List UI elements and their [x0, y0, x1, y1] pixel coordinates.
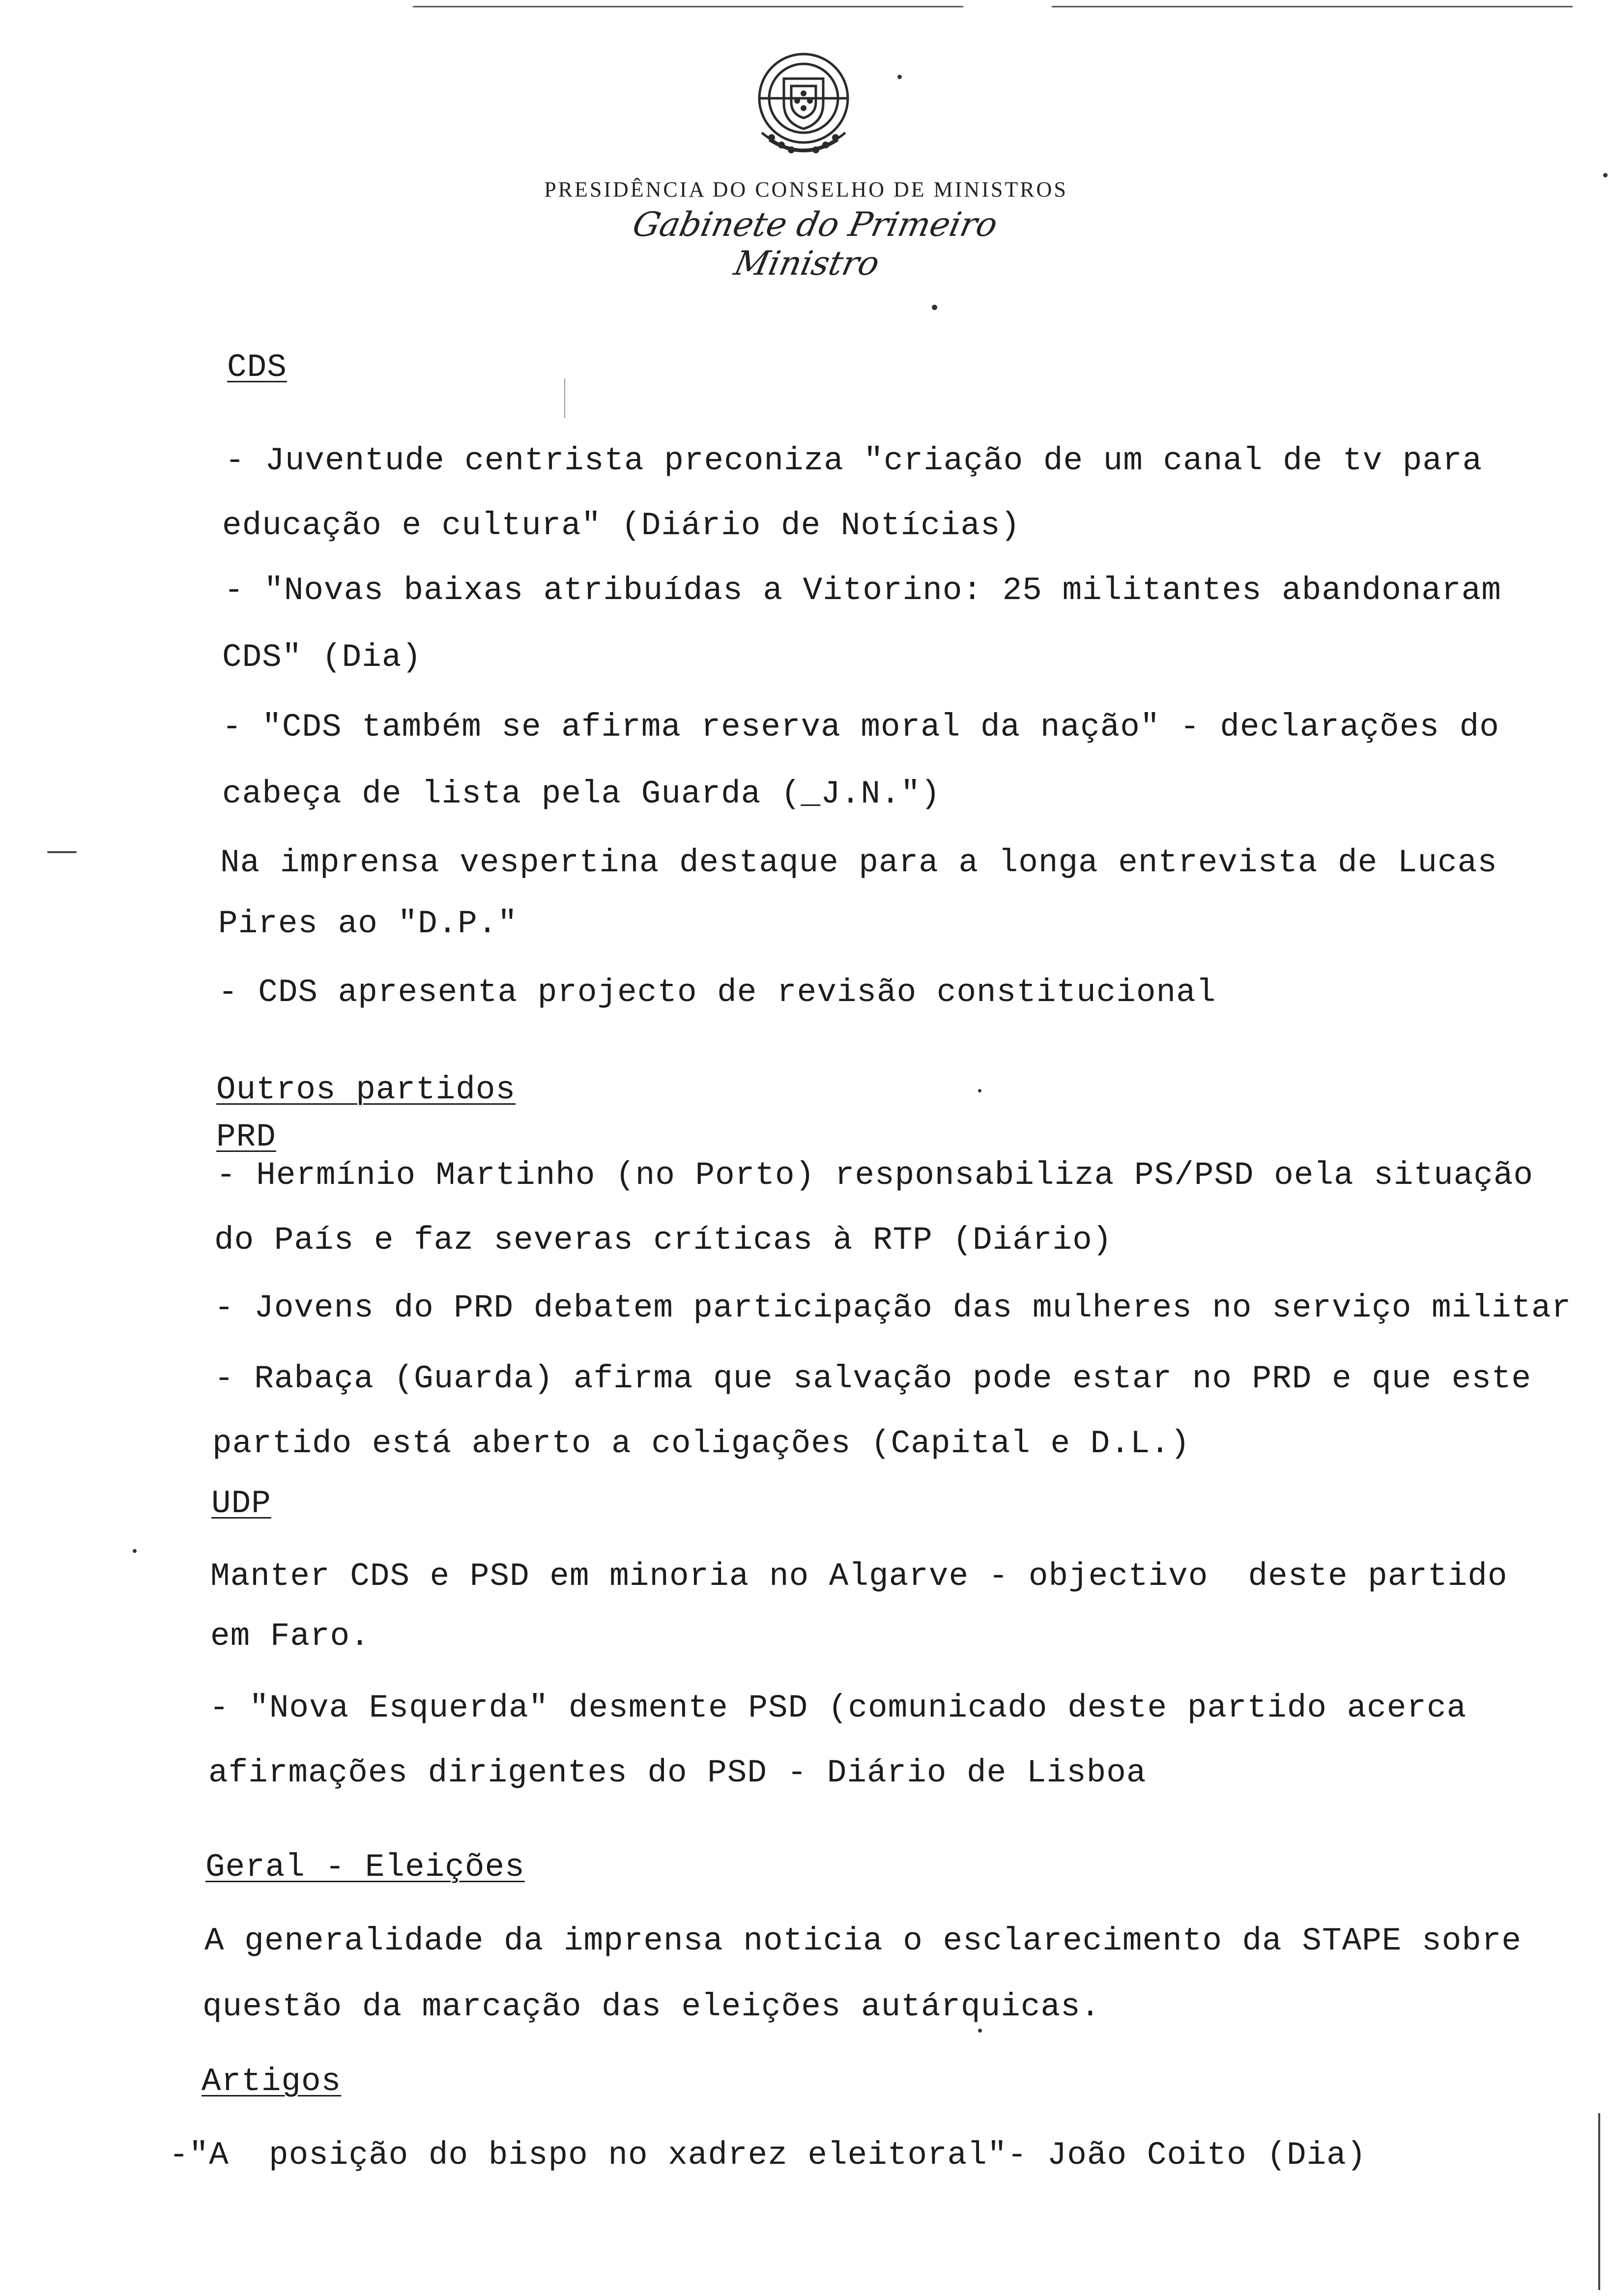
top-rule-gap [963, 6, 1052, 7]
scan-speck [1603, 173, 1608, 177]
letterhead-subtitle: Gabinete do Primeiro Ministro [629, 205, 1001, 283]
udp-item-1-line-2: em Faro. [210, 1618, 370, 1655]
cds-item-2-line-2: CDS" (Dia) [222, 639, 422, 676]
prd-item-1-line-2: do País e faz severas críticas à RTP (Diário) [214, 1222, 1113, 1259]
scan-speck [978, 1089, 981, 1092]
udp-heading: UDP [211, 1485, 271, 1522]
margin-mark [47, 851, 77, 853]
cds-item-3-line-2: cabeça de lista pela Guarda (_J.N.") [222, 775, 941, 812]
margin-mark [564, 378, 565, 418]
scan-speck [133, 1549, 137, 1553]
cds-item-1-line-2: educação e cultura" (Diário de Notícias) [222, 507, 1021, 544]
udp-item-2-line-2: afirmações dirigentes do PSD - Diário de Lisboa [208, 1754, 1147, 1791]
cds-item-5: - CDS apresenta projecto de revisão constitucional [218, 974, 1216, 1011]
letterhead-title: PRESIDÊNCIA DO CONSELHO DE MINISTROS [544, 177, 1068, 201]
prd-heading: PRD [216, 1119, 276, 1155]
geral-eleicoes-heading: Geral - Eleições [205, 1849, 525, 1886]
outros-partidos-heading: Outros partidos [216, 1071, 516, 1108]
margin-mark [1598, 2113, 1600, 2290]
geral-item-1-line-2: questão da marcação das eleições autárquicas. [202, 1988, 1101, 2025]
cds-item-2-line-1: - "Novas baixas atribuídas a Vitorino: 25 militantes abandonaram [224, 572, 1501, 609]
scan-speck [897, 75, 902, 79]
udp-item-1-line-1: Manter CDS e PSD em minoria no Algarve - objectivo deste partido [210, 1558, 1508, 1595]
cds-heading: CDS [227, 349, 287, 386]
prd-item-3-line-1: - Rabaça (Guarda) afirma que salvação pode estar no PRD e que este [214, 1360, 1532, 1397]
artigos-item-1: -"A posição do bispo no xadrez eleitoral"- João Coito (Dia) [169, 2137, 1367, 2174]
cds-item-3-line-1: - "CDS também se afirma reserva moral da nação" - declarações do [222, 709, 1499, 746]
geral-item-1-line-1: A generalidade da imprensa noticia o esclarecimento da STAPE sobre [204, 1923, 1522, 1959]
cds-item-4-line-1: Na imprensa vespertina destaque para a longa entrevista de Lucas [220, 844, 1497, 881]
cds-item-4-line-2: Pires ao "D.P." [218, 905, 518, 942]
cds-item-1-line-1: - Juventude centrista preconiza "criação de um canal de tv para [225, 442, 1483, 479]
prd-item-2: - Jovens do PRD debatem participação das mulheres no serviço militar [214, 1290, 1572, 1326]
coat-of-arms-emblem [742, 44, 865, 167]
artigos-heading: Artigos [202, 2063, 342, 2100]
scan-speck [932, 305, 937, 310]
prd-item-3-line-2: partido está aberto a coligações (Capital e D.L.) [212, 1425, 1190, 1462]
udp-item-2-line-1: - "Nova Esquerda" desmente PSD (comunicado deste partido acerca [209, 1690, 1467, 1726]
scan-speck [978, 2029, 982, 2033]
prd-item-1-line-1: - Hermínio Martinho (no Porto) responsabiliza PS/PSD oela situação [216, 1157, 1534, 1194]
